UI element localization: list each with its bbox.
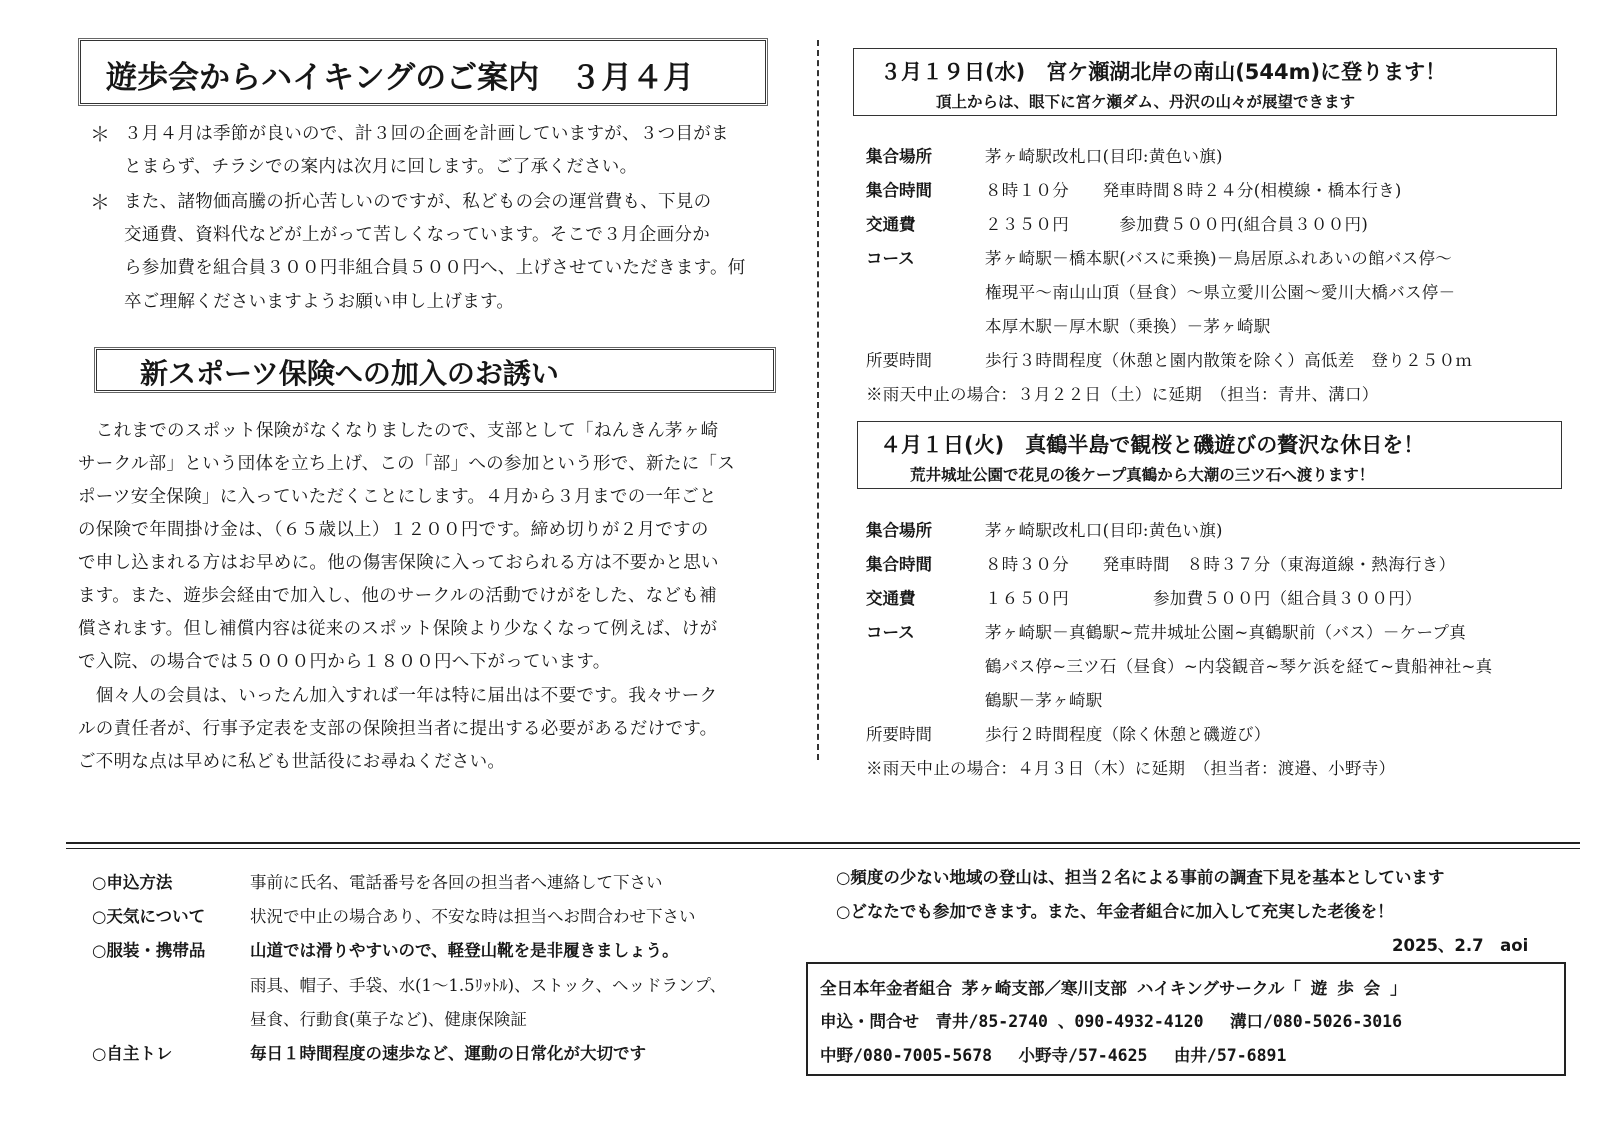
- para1-line-1: ３月４月は季節が良いので、計３回の企画を計画していますが、３つ目がま: [124, 124, 729, 144]
- para3-line-8: で入院、の場合では５０００円から１８００円へ下がっています。: [78, 652, 611, 672]
- event2-rain: ※雨天中止の場合：４月３日（木）に延期 （担当者：渡邉、小野寺）: [866, 759, 1396, 778]
- section-title-insurance: 新スポーツ保険への加入のお誘い: [140, 357, 559, 390]
- event2-course-2: 鶴バス停~三ツ石（昼食）~内袋観音~琴ケ浜を経て~貴船神社~真: [985, 657, 1493, 676]
- gear-advice: 山道では滑りやすいので、軽登山靴を是非履きましょう。: [250, 941, 679, 960]
- event2-label-fare: 交通費: [866, 589, 916, 608]
- weather-label: ○天気について: [92, 907, 206, 926]
- para2-line-4: 卒ご理解くださいますようお願い申し上げます。: [124, 292, 515, 312]
- event2-subtitle: 荒井城址公園で花見の後ケープ真鶴から大潮の三ツ石へ渡ります！: [910, 466, 1375, 484]
- para2-line-3: ら参加費を組合員３００円非組合員５００円へ、上げさせていただきます。何: [124, 258, 746, 278]
- para1-line-2: とまらず、チラシでの案内は次月に回します。ご了承ください。: [124, 157, 638, 177]
- weather-text: 状況で中止の場合あり、不安な時は担当へお問合わせ下さい: [250, 907, 696, 926]
- event1-course-2: 権現平～南山山頂（昼食）～県立愛川公園～愛川大橋バス停－: [985, 283, 1456, 302]
- event2-label-course: コース: [866, 623, 915, 642]
- column-divider: [817, 40, 819, 760]
- para3-line-1: これまでのスポット保険がなくなりましたので、支部として「ねんきん茅ヶ崎: [78, 421, 719, 441]
- footer-rule-thick: [66, 842, 1580, 844]
- para3-line-6: ます。また、遊歩会経由で加入し、他のサークルの活動でけがをした、なども補: [78, 586, 717, 606]
- event1-course-1: 茅ヶ崎駅－橋本駅(バスに乗換)－鳥居原ふれあいの館バス停～: [985, 249, 1453, 268]
- event1-course-3: 本厚木駅－厚木駅（乗換）－茅ヶ崎駅: [985, 317, 1271, 336]
- event1-subtitle: 頂上からは、眼下に宮ケ瀬ダム、丹沢の山々が展望できます: [936, 93, 1355, 111]
- event1-label-duration: 所要時間: [866, 351, 932, 370]
- event1-rain: ※雨天中止の場合：３月２２日（土）に延期 （担当：青井、溝口）: [866, 385, 1379, 404]
- event2-label-time: 集合時間: [866, 555, 932, 574]
- gear-list-2: 昼食、行動食(菓子など)、健康保険証: [250, 1010, 527, 1029]
- apply-label: ○申込方法: [92, 873, 173, 892]
- event2-fare: １６５０円 参加費５００円（組合員３００円）: [985, 589, 1422, 608]
- event2-title: ４月１日(火) 真鶴半島で観桜と磯遊びの贅沢な休日を！: [880, 433, 1425, 457]
- para3-line-7: 償されます。但し補償内容は従来のスポット保険より少なくなって例えば、けが: [78, 619, 718, 639]
- para3-line-5: で申し込まれる方はお早めに。他の傷害保険に入っておられる方は不要かと思い: [78, 553, 719, 573]
- para3-line-2: サークル部」という団体を立ち上げ、この「部」への参加という形で、新たに「ス: [78, 454, 736, 474]
- organization-line: 全日本年金者組合 茅ヶ崎支部／寒川支部 ハイキングサークル「 遊 歩 会 」: [820, 979, 1407, 998]
- footer-rule-thin: [66, 848, 1580, 849]
- event1-title: ３月１９日(水) 宮ケ瀬湖北岸の南山(544m)に登ります！: [880, 60, 1447, 84]
- event2-course-1: 茅ヶ崎駅－真鶴駅~荒井城址公園~真鶴駅前（バス）－ケープ真: [985, 623, 1467, 642]
- bullet-2: ＊: [90, 190, 110, 214]
- para3-line-9: 個々人の会員は、いったん加入すれば一年は特に届出は不要です。我々サーク: [78, 686, 718, 706]
- apply-text: 事前に氏名、電話番号を各回の担当者へ連絡して下さい: [250, 873, 663, 892]
- para3-line-3: ポーツ安全保険」に入っていただくことにします。４月から３月までの一年ごと: [78, 487, 717, 507]
- issue-date: 2025、2.7 aoi: [1392, 936, 1529, 955]
- gear-label: ○服装・携帯品: [92, 941, 206, 960]
- event1-label-fare: 交通費: [866, 215, 916, 234]
- event1-duration: 歩行３時間程度（休憩と園内散策を除く）高低差 登り２５０ｍ: [985, 351, 1473, 370]
- bullet-1: ＊: [90, 122, 110, 146]
- event2-label-duration: 所要時間: [866, 725, 932, 744]
- event1-fare: ２３５０円 参加費５００円(組合員３００円): [985, 215, 1369, 234]
- event1-label-time: 集合時間: [866, 181, 932, 200]
- gear-list-1: 雨具、帽子、手袋、水(1～1.5ﾘｯﾄﾙ)、ストック、ヘッドランプ、: [250, 976, 727, 995]
- event1-label-course: コース: [866, 249, 915, 268]
- note-survey: ○頻度の少ない地域の登山は、担当２名による事前の調査下見を基本としています: [836, 868, 1445, 887]
- event2-course-3: 鶴駅－茅ヶ崎駅: [985, 691, 1103, 710]
- event2-duration: 歩行２時間程度（除く休憩と磯遊び）: [985, 725, 1271, 744]
- event1-time: ８時１０分 発車時間８時２４分(相模線・橋本行き): [985, 181, 1402, 200]
- event2-place: 茅ヶ崎駅改札口(目印:黄色い旗): [985, 521, 1223, 540]
- page-title: 遊歩会からハイキングのご案内 ３月４月: [106, 60, 695, 96]
- para3-line-10: ルの責任者が、行事予定表を支部の保険担当者に提出する必要があるだけです。: [78, 719, 718, 739]
- para2-line-1: また、諸物価高騰の折心苦しいのですが、私どもの会の運営費も、下見の: [124, 192, 712, 212]
- contact-line-2: 中野/080-7005-5678 小野寺/57-4625 由井/57-6891: [820, 1046, 1287, 1065]
- para2-line-2: 交通費、資料代などが上がって苦しくなっています。そこで３月企画分か: [124, 225, 710, 245]
- para3-line-4: の保険で年間掛け金は、（６５歳以上）１２００円です。締め切りが２月ですの: [78, 520, 709, 540]
- event2-time: ８時３０分 発車時間 ８時３７分（東海道線・熱海行き）: [985, 555, 1456, 574]
- event1-label-place: 集合場所: [866, 147, 932, 166]
- note-anyone: ○どなたでも参加できます。また、年金者組合に加入して充実した老後を！: [836, 902, 1394, 921]
- training-label: ○自主トレ: [92, 1044, 173, 1063]
- event2-label-place: 集合場所: [866, 521, 932, 540]
- event1-place: 茅ヶ崎駅改札口(目印:黄色い旗): [985, 147, 1223, 166]
- para3-line-11: ご不明な点は早めに私ども世話役にお尋ねください。: [78, 752, 506, 772]
- contact-line-1: 申込・問合せ 青井/85-2740 、090-4932-4120 溝口/080-5026-3016: [820, 1012, 1403, 1031]
- training-text: 毎日１時間程度の速歩など、運動の日常化が大切です: [250, 1044, 646, 1063]
